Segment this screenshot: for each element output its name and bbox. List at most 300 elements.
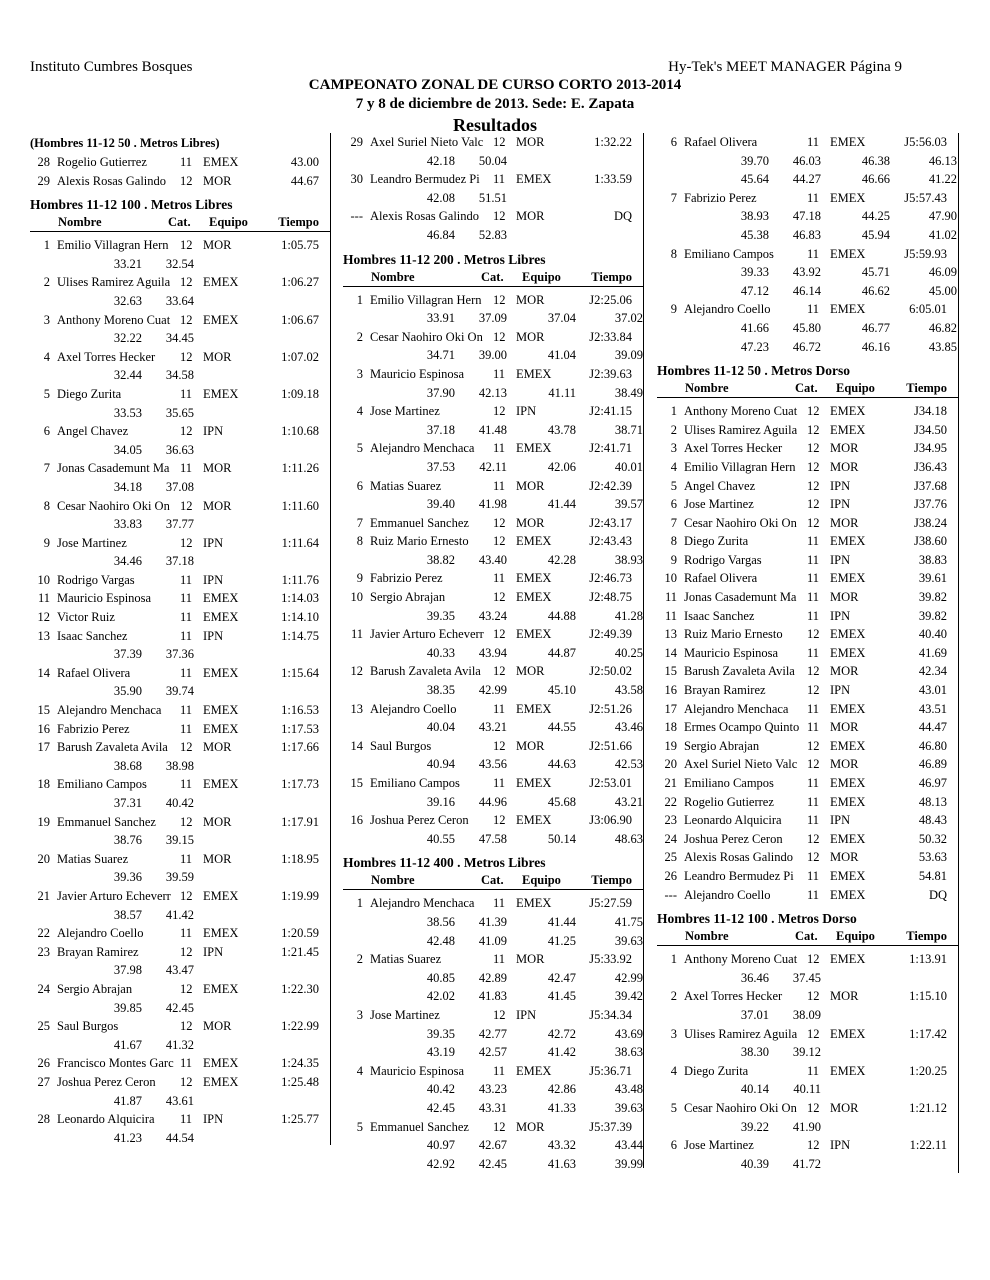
split-time: 38.30 (740, 1045, 769, 1060)
split-time: 37.31 (113, 796, 142, 810)
header-team: Equipo (836, 381, 875, 396)
split-time: 46.82 (928, 320, 957, 335)
swimmer-name: Jose Martinez (684, 1138, 754, 1153)
category: 12 (807, 757, 820, 772)
swimmer-name: Alejandro Menchaca (370, 441, 475, 456)
team: MOR (830, 850, 859, 865)
split-time: 40.14 (740, 1082, 769, 1097)
split-time: 43.32 (547, 1138, 576, 1153)
results-column-1 (30, 133, 331, 1145)
result-row (657, 133, 958, 152)
swimmer-name: Fabrizio Perez (684, 190, 757, 205)
result-row (657, 495, 958, 514)
final-time: J5:36.71 (589, 1063, 632, 1078)
splits-row (657, 338, 958, 357)
splits-row (343, 932, 643, 951)
splits-row (30, 366, 330, 385)
category: 11 (493, 366, 506, 381)
final-time: 1:10.68 (281, 424, 319, 439)
result-row (657, 793, 958, 812)
place: 4 (670, 1063, 677, 1078)
category: 12 (807, 441, 820, 456)
header-cat: Cat. (481, 269, 504, 284)
split-time: 37.02 (614, 311, 643, 326)
header-time: Tiempo (591, 873, 632, 888)
swimmer-name: Alejandro Coello (684, 302, 771, 317)
result-row (30, 311, 330, 330)
place: 11 (664, 590, 677, 605)
category: 11 (807, 608, 820, 623)
swimmer-name: Leandro Bermudez Pi (370, 172, 480, 187)
category: 12 (493, 209, 506, 224)
place: 8 (670, 534, 677, 549)
swimmer-name: Cesar Naohiro Oki On (684, 515, 797, 530)
place: 3 (43, 312, 50, 327)
final-time: 1:21.12 (909, 1100, 947, 1115)
result-row (657, 588, 958, 607)
category: 11 (493, 701, 506, 716)
place: 11 (37, 591, 50, 606)
result-row (657, 551, 958, 570)
team: EMEX (830, 1063, 866, 1078)
result-row (657, 774, 958, 793)
split-time: 43.56 (478, 757, 507, 772)
result-row (657, 402, 958, 421)
split-time: 40.94 (426, 757, 455, 772)
swimmer-name: Emilio Villagran Hern (370, 292, 482, 307)
category: 11 (493, 172, 506, 187)
result-row (30, 385, 330, 404)
team: MOR (203, 851, 232, 866)
split-time: 38.68 (113, 758, 142, 773)
result-row (657, 245, 958, 264)
column-header (30, 215, 330, 232)
final-time: 1:14.10 (281, 610, 319, 625)
category: 11 (493, 776, 506, 790)
category: 11 (807, 590, 820, 605)
team: MOR (516, 292, 545, 307)
swimmer-name: Angel Chavez (684, 478, 756, 493)
swimmer-name: Javier Arturo Echeverr (370, 627, 484, 642)
final-time: J2:43.17 (589, 515, 632, 530)
splits-row (343, 1136, 643, 1155)
place: 11 (664, 608, 677, 623)
split-time: 43.21 (614, 794, 643, 809)
category: 11 (807, 246, 820, 261)
split-time: 40.01 (614, 459, 643, 474)
header-team: Equipo (836, 929, 875, 944)
split-time: 34.46 (113, 554, 142, 569)
team: EMEX (203, 1074, 239, 1089)
result-row (657, 662, 958, 681)
result-row (30, 1054, 330, 1073)
category: 12 (180, 814, 193, 829)
final-time: 1:18.95 (281, 851, 319, 866)
team: MOR (516, 329, 545, 344)
category: 12 (493, 813, 506, 828)
split-time: 46.62 (861, 283, 890, 298)
final-time: 44.67 (290, 173, 319, 188)
team: MOR (830, 1100, 859, 1115)
final-time: 46.97 (918, 776, 947, 790)
place: 25 (664, 850, 677, 865)
final-time: J36.43 (914, 459, 947, 474)
final-time: 1:11.76 (281, 572, 319, 587)
split-time: 46.77 (861, 320, 890, 335)
place: 27 (37, 1074, 50, 1089)
place: 14 (664, 645, 677, 660)
swimmer-name: Ulises Ramirez Aguila (684, 1026, 798, 1041)
result-row (657, 514, 958, 533)
split-time: 43.44 (614, 1138, 643, 1153)
team: MOR (830, 590, 859, 605)
header-time: Tiempo (591, 269, 632, 284)
final-time: J5:59.93 (904, 246, 947, 261)
result-row (657, 477, 958, 496)
split-time: 42.11 (479, 459, 507, 474)
split-time: 41.66 (740, 320, 769, 335)
category: 11 (807, 813, 820, 828)
result-row (30, 1073, 330, 1092)
splits-row (657, 226, 958, 245)
category: 11 (180, 777, 193, 792)
category: 12 (807, 422, 820, 437)
team: MOR (830, 515, 859, 530)
swimmer-name: Rodrigo Vargas (57, 572, 135, 587)
place: 9 (43, 535, 50, 550)
category: 11 (807, 720, 820, 735)
final-time: 54.81 (918, 868, 947, 883)
result-row (30, 943, 330, 962)
team: IPN (830, 552, 851, 567)
result-row (30, 348, 330, 367)
result-row (30, 422, 330, 441)
result-row (30, 1110, 330, 1129)
splits-row (30, 906, 330, 925)
final-time: 1:20.59 (281, 926, 319, 941)
swimmer-name: Joshua Perez Ceron (57, 1074, 156, 1089)
category: 11 (807, 534, 820, 549)
header-time: Tiempo (906, 929, 947, 944)
place: 9 (356, 571, 363, 586)
split-time: 45.68 (547, 794, 576, 809)
split-time: 39.22 (740, 1119, 769, 1134)
column-header (657, 381, 958, 398)
swimmer-name: Axel Suriel Nieto Valc (684, 757, 798, 772)
splits-row (30, 552, 330, 571)
category: 11 (807, 887, 820, 902)
final-time: J2:51.66 (589, 738, 632, 753)
final-time: 48.13 (918, 794, 947, 809)
swimmer-name: Emiliano Campos (684, 776, 774, 790)
splits-row (657, 1043, 958, 1062)
split-time: 41.04 (547, 348, 576, 363)
final-time: J2:48.75 (589, 590, 632, 605)
place: 20 (664, 757, 677, 772)
swimmer-name: Emiliano Campos (57, 777, 147, 792)
split-time: 43.40 (478, 552, 507, 567)
split-time: 46.13 (928, 153, 957, 168)
team: EMEX (203, 312, 239, 327)
result-row (343, 532, 643, 551)
category: 11 (493, 478, 506, 493)
final-time: J34.18 (914, 404, 947, 419)
category: 12 (180, 535, 193, 550)
result-row (657, 1062, 958, 1081)
place: 6 (43, 424, 50, 439)
team: EMEX (830, 571, 866, 586)
split-time: 41.32 (165, 1037, 194, 1052)
split-time: 37.18 (165, 554, 194, 569)
category: 12 (493, 534, 506, 549)
category: 12 (180, 498, 193, 513)
swimmer-name: Ruiz Mario Ernesto (684, 627, 783, 642)
team: MOR (516, 515, 545, 530)
swimmer-name: Barush Zavaleta Avila (57, 740, 168, 755)
category: 12 (807, 627, 820, 642)
category: 12 (180, 888, 193, 903)
column-header (343, 873, 643, 890)
swimmer-name: Alexis Rosas Galindo (57, 173, 167, 188)
place: 26 (37, 1056, 50, 1071)
split-time: 41.44 (547, 497, 576, 512)
event-title: Hombres 11-12 100 . Metros Libres (30, 197, 233, 213)
split-time: 39.00 (478, 348, 507, 363)
place: 24 (37, 981, 50, 996)
split-time: 37.77 (165, 517, 194, 532)
category: 11 (180, 591, 193, 606)
place: 1 (356, 292, 363, 307)
swimmer-name: Diego Zurita (684, 534, 749, 549)
team: IPN (830, 1138, 851, 1153)
place: 11 (350, 627, 363, 642)
result-row (30, 664, 330, 683)
split-time: 41.72 (792, 1156, 821, 1171)
place: 4 (670, 459, 677, 474)
result-row (657, 1025, 958, 1044)
split-time: 39.12 (792, 1045, 821, 1060)
splits-row (343, 495, 643, 514)
splits-row (343, 346, 643, 365)
splits-row (343, 309, 643, 328)
header-team: Equipo (522, 269, 561, 284)
team: MOR (516, 478, 545, 493)
split-time: 41.44 (547, 914, 576, 929)
split-time: 40.42 (426, 1082, 455, 1097)
splits-row (657, 1118, 958, 1137)
split-time: 46.83 (792, 227, 821, 242)
team: EMEX (516, 590, 552, 605)
result-row (657, 867, 958, 886)
split-time: 32.63 (113, 293, 142, 308)
final-time: 1:09.18 (281, 386, 319, 401)
split-time: 38.35 (426, 683, 455, 698)
category: 12 (807, 1026, 820, 1041)
split-time: 38.49 (614, 385, 643, 400)
place: 6 (356, 478, 363, 493)
split-time: 45.94 (861, 227, 890, 242)
place: 3 (356, 1007, 363, 1022)
result-row (343, 207, 643, 226)
category: 12 (180, 424, 193, 439)
split-time: 37.90 (426, 385, 455, 400)
result-row (657, 755, 958, 774)
header-cat: Cat. (795, 929, 818, 944)
category: 11 (180, 926, 193, 941)
split-time: 41.83 (478, 989, 507, 1004)
result-row (657, 532, 958, 551)
final-time: 1:07.02 (281, 349, 319, 364)
team: EMEX (203, 888, 239, 903)
category: 12 (493, 329, 506, 344)
team: EMEX (516, 896, 552, 911)
split-time: 41.63 (547, 1156, 576, 1171)
result-row (30, 720, 330, 739)
split-time: 39.33 (740, 265, 769, 280)
final-time: J2:53.01 (589, 776, 632, 790)
swimmer-name: Alejandro Coello (684, 887, 771, 902)
split-time: 42.45 (165, 1000, 194, 1015)
category: 12 (180, 312, 193, 327)
result-row (343, 170, 643, 189)
team: EMEX (830, 302, 866, 317)
split-time: 43.19 (426, 1045, 455, 1060)
event-title: Hombres 11-12 50 . Metros Dorso (657, 363, 850, 379)
team: EMEX (830, 422, 866, 437)
split-time: 44.87 (547, 645, 576, 660)
final-time: J3:06.90 (589, 813, 632, 828)
category: 12 (493, 738, 506, 753)
swimmer-name: Barush Zavaleta Avila (684, 664, 795, 679)
place: 13 (37, 628, 50, 643)
final-time: DQ (613, 209, 632, 224)
splits-row (343, 1080, 643, 1099)
place: 2 (356, 329, 363, 344)
header-cat: Cat. (481, 873, 504, 888)
split-time: 38.93 (614, 552, 643, 567)
splits-row (343, 458, 643, 477)
place: 21 (37, 888, 50, 903)
category: 12 (807, 989, 820, 1004)
split-time: 42.48 (426, 933, 455, 948)
place: 17 (664, 701, 677, 716)
event-title: Hombres 11-12 200 . Metros Libres (343, 251, 546, 267)
team: EMEX (830, 831, 866, 846)
result-row (657, 458, 958, 477)
final-time: 1:16.53 (281, 703, 319, 718)
split-time: 39.70 (740, 153, 769, 168)
team: EMEX (830, 868, 866, 883)
split-time: 52.83 (478, 227, 507, 242)
team: EMEX (830, 246, 866, 261)
category: 11 (807, 302, 820, 317)
place: 24 (664, 831, 677, 846)
swimmer-name: Rafael Olivera (684, 135, 758, 149)
final-time: 44.47 (918, 720, 947, 735)
final-time: 48.43 (918, 813, 947, 828)
team: MOR (203, 814, 232, 829)
category: 11 (180, 610, 193, 625)
result-row (30, 627, 330, 646)
final-time: J5:33.92 (589, 952, 632, 967)
team: MOR (830, 757, 859, 772)
place: 1 (670, 404, 677, 419)
final-time: 1:24.35 (281, 1056, 319, 1071)
final-time: 39.82 (918, 608, 947, 623)
split-time: 47.12 (740, 283, 769, 298)
category: 11 (180, 703, 193, 718)
split-time: 37.09 (478, 311, 507, 326)
team: EMEX (516, 776, 552, 790)
team: IPN (203, 572, 224, 587)
swimmer-name: Emilio Villagran Hern (684, 459, 796, 474)
splits-row (30, 404, 330, 423)
swimmer-name: Ruiz Mario Ernesto (370, 534, 469, 549)
team: IPN (203, 424, 224, 439)
split-time: 39.40 (426, 497, 455, 512)
category: 11 (807, 552, 820, 567)
split-time: 40.39 (740, 1156, 769, 1171)
split-time: 46.84 (426, 227, 455, 242)
split-time: 41.48 (478, 422, 507, 437)
team: EMEX (830, 952, 866, 967)
split-time: 37.39 (113, 647, 142, 662)
result-row (657, 987, 958, 1006)
final-time: J2:33.84 (589, 329, 632, 344)
splits-row (343, 152, 643, 171)
split-time: 43.58 (614, 683, 643, 698)
split-time: 42.47 (547, 970, 576, 985)
split-time: 43.46 (614, 720, 643, 735)
swimmer-name: Victor Ruiz (57, 610, 115, 625)
place: 19 (37, 814, 50, 829)
team: EMEX (516, 813, 552, 828)
result-row (30, 459, 330, 478)
swimmer-name: Sergio Abrajan (57, 981, 133, 996)
swimmer-name: Matias Suarez (370, 478, 442, 493)
swimmer-name: Jose Martinez (370, 404, 440, 419)
category: 11 (807, 794, 820, 809)
split-time: 41.11 (548, 385, 576, 400)
swimmer-name: Cesar Naohiro Oki On (684, 1100, 797, 1115)
team: EMEX (830, 887, 866, 902)
place: 4 (43, 349, 50, 364)
team: IPN (203, 1112, 224, 1127)
result-row (343, 439, 643, 458)
team: EMEX (516, 1063, 552, 1078)
category: 12 (493, 590, 506, 605)
category: 12 (180, 740, 193, 755)
result-row (657, 421, 958, 440)
team: MOR (516, 664, 545, 679)
splits-row (30, 441, 330, 460)
split-time: 37.18 (426, 422, 455, 437)
split-time: 38.76 (113, 833, 142, 848)
category: 12 (180, 238, 193, 253)
swimmer-name: Jonas Casademunt Ma (684, 590, 797, 605)
result-row (657, 439, 958, 458)
category: 11 (180, 1056, 193, 1071)
split-time: 47.18 (792, 209, 821, 224)
split-time: 37.36 (165, 647, 194, 662)
final-time: 1:11.26 (281, 461, 319, 476)
team: IPN (516, 1007, 537, 1022)
result-row (30, 924, 330, 943)
split-time: 40.25 (614, 645, 643, 660)
category: 11 (807, 135, 820, 149)
team: MOR (203, 498, 232, 513)
place: 7 (670, 190, 677, 205)
